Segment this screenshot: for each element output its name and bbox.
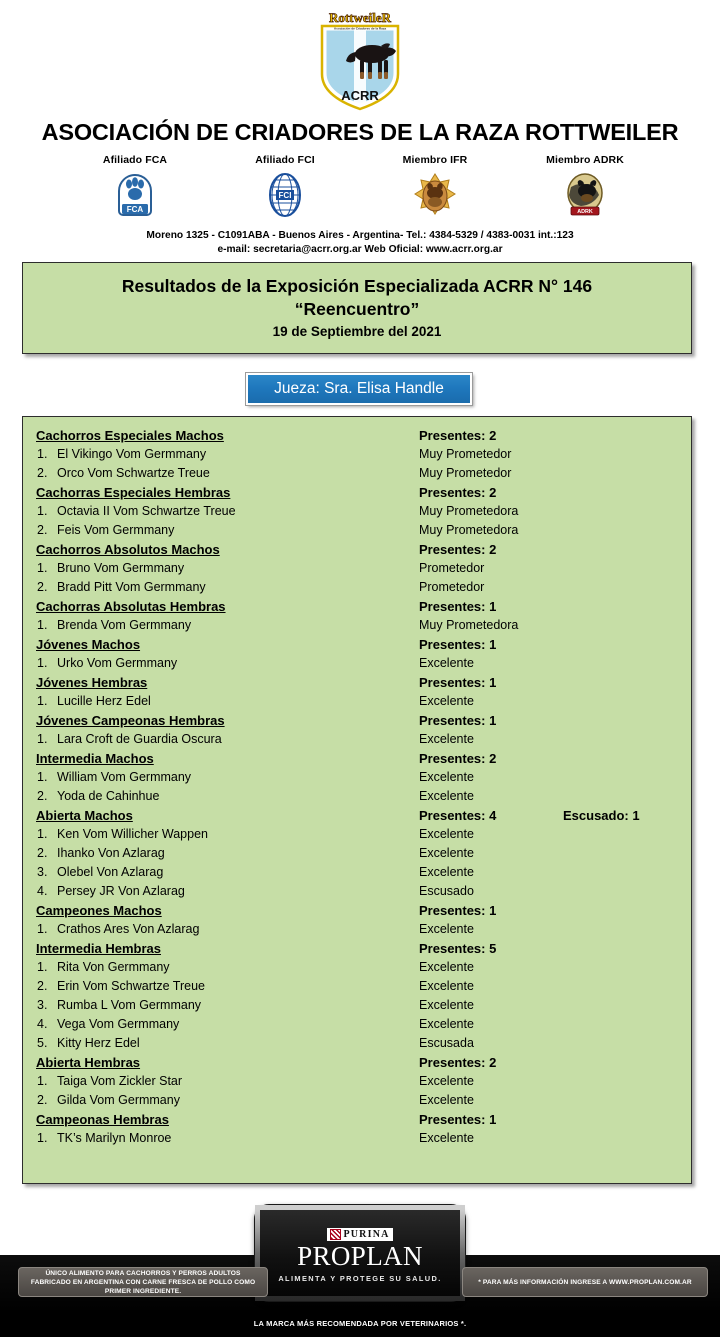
result-entry-row (23, 730, 691, 749)
entry-dog-name: Orco Vom Schwartze Treue (57, 466, 210, 480)
result-entry-row (23, 768, 691, 787)
entry-dog-name: Persey JR Von Azlarag (57, 884, 185, 898)
entry-position: 1. (37, 656, 48, 670)
entry-dog-name: Urko Vom Germmany (57, 656, 178, 670)
result-entry-row (23, 958, 691, 977)
entry-position: 2. (37, 466, 48, 480)
entry-position: 3. (37, 865, 48, 879)
category-presentes: Presentes: 2 (419, 751, 497, 766)
result-entry-row (23, 1072, 691, 1091)
entry-position: 1. (37, 827, 48, 841)
affiliation-label-fci: Afiliado FCI (255, 154, 315, 166)
purina-badge (327, 1228, 392, 1241)
category-presentes: Presentes: 2 (419, 428, 497, 443)
entry-position: 2. (37, 846, 48, 860)
category-escusado: Escusado: 1 (563, 808, 640, 823)
proplan-wordmark: PROPLAN (297, 1240, 423, 1271)
result-entry-row (23, 559, 691, 578)
logo-sub-text: Asociación de Criadores de la Raza (333, 26, 387, 31)
logo-bottom-text: ACRR (341, 88, 379, 103)
entry-dog-name: Bradd Pitt Vom Germmany (57, 580, 206, 594)
results-list (23, 426, 691, 1148)
entry-grade: Excelente (419, 922, 474, 936)
category-presentes: Presentes: 1 (419, 903, 497, 918)
entry-grade: Escusada (419, 1036, 474, 1050)
category-presentes: Presentes: 4 (419, 808, 497, 823)
entry-dog-name: Octavia II Vom Schwartze Treue (57, 504, 236, 518)
result-entry-row (23, 920, 691, 939)
affiliation-badge-fca (60, 154, 210, 222)
entry-position: 1. (37, 960, 48, 974)
results-panel (22, 416, 692, 1184)
entry-position: 4. (37, 1017, 48, 1031)
entry-grade: Excelente (419, 846, 474, 860)
entry-grade: Excelente (419, 732, 474, 746)
entry-grade: Prometedor (419, 580, 485, 594)
entry-grade: Excelente (419, 960, 474, 974)
judge-label: Jueza: Sra. Elisa Handle (274, 380, 444, 397)
entry-position: 1. (37, 770, 48, 784)
category-presentes: Presentes: 1 (419, 637, 497, 652)
entry-position: 1. (37, 1074, 48, 1088)
entry-dog-name: TK’s Marilyn Monroe (57, 1131, 172, 1145)
category-name: Cachorras Absolutas Hembras (36, 599, 226, 614)
entry-dog-name: Ihanko Von Azlarag (57, 846, 165, 860)
contact-info (0, 229, 720, 257)
entry-dog-name: Brenda Vom Germmany (57, 618, 192, 632)
entry-position: 2. (37, 523, 48, 537)
entry-dog-name: Rumba L Vom Germmany (57, 998, 202, 1012)
entry-dog-name: Kitty Herz Edel (57, 1036, 140, 1050)
entry-position: 1. (37, 1131, 48, 1145)
proplan-logo (255, 1205, 465, 1301)
result-category-row (23, 673, 691, 692)
category-presentes: Presentes: 2 (419, 1055, 497, 1070)
entry-grade: Excelente (419, 694, 474, 708)
acrr-shield-logo-icon (310, 8, 410, 113)
entry-grade: Prometedor (419, 561, 485, 575)
entry-dog-name: Bruno Vom Germmany (57, 561, 185, 575)
result-entry-row (23, 654, 691, 673)
entry-dog-name: Vega Vom Germmany (57, 1017, 180, 1031)
entry-dog-name: Lucille Herz Edel (57, 694, 151, 708)
result-entry-row (23, 445, 691, 464)
entry-grade: Muy Prometedor (419, 447, 512, 461)
entry-grade: Excelente (419, 770, 474, 784)
entry-grade: Excelente (419, 827, 474, 841)
entry-grade: Muy Prometedora (419, 504, 519, 518)
result-entry-row (23, 464, 691, 483)
category-name: Abierta Machos (36, 808, 133, 823)
category-presentes: Presentes: 1 (419, 599, 497, 614)
event-title-line2: “Reencuentro” (294, 298, 420, 319)
result-entry-row (23, 1129, 691, 1148)
category-presentes: Presentes: 1 (419, 713, 497, 728)
category-name: Campeones Machos (36, 903, 162, 918)
result-category-row (23, 806, 691, 825)
svg-text:FCA: FCA (126, 205, 144, 214)
entry-dog-name: Gilda Vom Germmany (57, 1093, 180, 1107)
affiliation-badges-row (0, 154, 720, 222)
page-header (0, 0, 720, 257)
category-name: Campeonas Hembras (36, 1112, 169, 1127)
event-title-panel (22, 262, 692, 354)
entry-grade: Excelente (419, 1074, 474, 1088)
affiliation-label-ifr: Miembro IFR (402, 154, 468, 166)
entry-dog-name: El Vikingo Vom Germmany (57, 447, 207, 461)
entry-position: 1. (37, 561, 48, 575)
svg-text:ADRK: ADRK (577, 209, 593, 216)
category-presentes: Presentes: 1 (419, 675, 497, 690)
entry-grade: Excelente (419, 789, 474, 803)
entry-dog-name: Taiga Vom Zickler Star (57, 1074, 183, 1088)
category-name: Intermedia Hembras (36, 941, 161, 956)
event-date: 19 de Septiembre del 2021 (272, 323, 442, 339)
entry-position: 1. (37, 732, 48, 746)
category-name: Abierta Hembras (36, 1055, 141, 1070)
result-entry-row (23, 502, 691, 521)
result-entry-row (23, 521, 691, 540)
affiliation-badge-ifr (360, 154, 510, 222)
entry-position: 1. (37, 694, 48, 708)
footer-tagline: LA MARCA MÁS RECOMENDADA POR VETERINARIOS *. (253, 1319, 467, 1328)
category-name: Cachorros Especiales Machos (36, 428, 224, 443)
footer-note-right: * PARA MÁS INFORMACIÓN INGRESE A WWW.PROPLAN.COM.AR (462, 1267, 708, 1297)
category-presentes: Presentes: 5 (419, 941, 497, 956)
affiliation-label-adrk: Miembro ADRK (546, 154, 624, 166)
entry-dog-name: Yoda de Cahinhue (57, 789, 160, 803)
entry-grade: Muy Prometedor (419, 466, 512, 480)
result-category-row (23, 426, 691, 445)
result-entry-row (23, 616, 691, 635)
footer-bottom-bar (0, 1313, 720, 1337)
result-entry-row (23, 692, 691, 711)
entry-position: 4. (37, 884, 48, 898)
result-entry-row (23, 1091, 691, 1110)
result-entry-row (23, 1015, 691, 1034)
entry-position: 3. (37, 998, 48, 1012)
footer-note-left: ÚNICO ALIMENTO PARA CACHORROS Y PERROS ADULTOS FABRICADO EN ARGENTINA CON CARNE FRESCA DE POLLO COMO PRIMER INGREDIENTE. (18, 1267, 268, 1297)
adrk-globe-badge-icon (510, 170, 660, 222)
result-category-row (23, 711, 691, 730)
result-category-row (23, 1110, 691, 1129)
result-entry-row (23, 1034, 691, 1053)
category-presentes: Presentes: 2 (419, 485, 497, 500)
entry-dog-name: Erin Vom Schwartze Treue (57, 979, 205, 993)
category-name: Cachorras Especiales Hembras (36, 485, 231, 500)
judge-badge (246, 373, 472, 405)
affiliation-badge-fci (210, 154, 360, 222)
entry-grade: Excelente (419, 656, 474, 670)
entry-dog-name: Lara Croft de Guardia Oscura (57, 732, 222, 746)
entry-grade: Excelente (419, 865, 474, 879)
affiliation-label-fca: Afiliado FCA (102, 154, 168, 166)
entry-dog-name: Feis Vom Germmany (57, 523, 175, 537)
contact-line-email: e-mail: secretaria@acrr.org.ar Web Oficial: www.acrr.org.ar (217, 244, 503, 255)
entry-dog-name: Rita Von Germmany (57, 960, 170, 974)
result-entry-row (23, 996, 691, 1015)
entry-grade: Excelente (419, 998, 474, 1012)
entry-grade: Excelente (419, 1131, 474, 1145)
event-title-line1: Resultados de la Exposición Especializada ACRR N° 146 (121, 275, 593, 296)
entry-grade: Muy Prometedora (419, 523, 519, 537)
result-entry-row (23, 863, 691, 882)
entry-grade: Excelente (419, 979, 474, 993)
fca-paw-badge-icon (60, 170, 210, 222)
entry-grade: Muy Prometedora (419, 618, 519, 632)
result-category-row (23, 635, 691, 654)
result-entry-row (23, 578, 691, 597)
entry-dog-name: Crathos Ares Von Azlarag (57, 922, 200, 936)
result-category-row (23, 540, 691, 559)
category-name: Cachorros Absolutos Machos (36, 542, 220, 557)
purina-checkerboard-icon (330, 1229, 341, 1240)
purina-wordmark: PURINA (343, 1228, 390, 1240)
entry-position: 1. (37, 504, 48, 518)
ifr-medal-badge-icon (360, 170, 510, 222)
result-entry-row (23, 787, 691, 806)
fci-globe-badge-icon (210, 170, 360, 222)
entry-dog-name: Ken Vom Willicher Wappen (57, 827, 208, 841)
entry-position: 5. (37, 1036, 48, 1050)
result-entry-row (23, 882, 691, 901)
entry-position: 1. (37, 447, 48, 461)
entry-position: 2. (37, 1093, 48, 1107)
result-category-row (23, 1053, 691, 1072)
result-category-row (23, 597, 691, 616)
category-name: Jóvenes Machos (36, 637, 141, 652)
entry-position: 2. (37, 580, 48, 594)
proplan-slogan: ALIMENTA Y PROTEGE SU SALUD. (278, 1273, 442, 1283)
entry-grade: Escusado (419, 884, 474, 898)
entry-grade: Excelente (419, 1017, 474, 1031)
result-entry-row (23, 825, 691, 844)
entry-dog-name: Olebel Von Azlarag (57, 865, 164, 879)
category-name: Jóvenes Campeonas Hembras (36, 713, 225, 728)
result-entry-row (23, 844, 691, 863)
result-category-row (23, 483, 691, 502)
result-entry-row (23, 977, 691, 996)
contact-line-address: Moreno 1325 - C1091ABA - Buenos Aires - Argentina- Tel.: 4384-5329 / 4383-0031 int.:123 (146, 230, 574, 241)
category-presentes: Presentes: 2 (419, 542, 497, 557)
entry-position: 1. (37, 618, 48, 632)
category-name: Intermedia Machos (36, 751, 154, 766)
entry-position: 2. (37, 789, 48, 803)
category-presentes: Presentes: 1 (419, 1112, 497, 1127)
category-name: Jóvenes Hembras (36, 675, 148, 690)
svg-text:FCI: FCI (278, 191, 292, 200)
entry-position: 1. (37, 922, 48, 936)
result-category-row (23, 749, 691, 768)
result-category-row (23, 939, 691, 958)
sponsor-footer (0, 1228, 720, 1337)
organization-title: ASOCIACIÓN DE CRIADORES DE LA RAZA ROTTWEILER (41, 119, 679, 145)
entry-dog-name: William Vom Germmany (57, 770, 192, 784)
entry-grade: Excelente (419, 1093, 474, 1107)
logo-top-text: RottweileR (328, 10, 392, 25)
result-category-row (23, 901, 691, 920)
affiliation-badge-adrk (510, 154, 660, 222)
entry-position: 2. (37, 979, 48, 993)
